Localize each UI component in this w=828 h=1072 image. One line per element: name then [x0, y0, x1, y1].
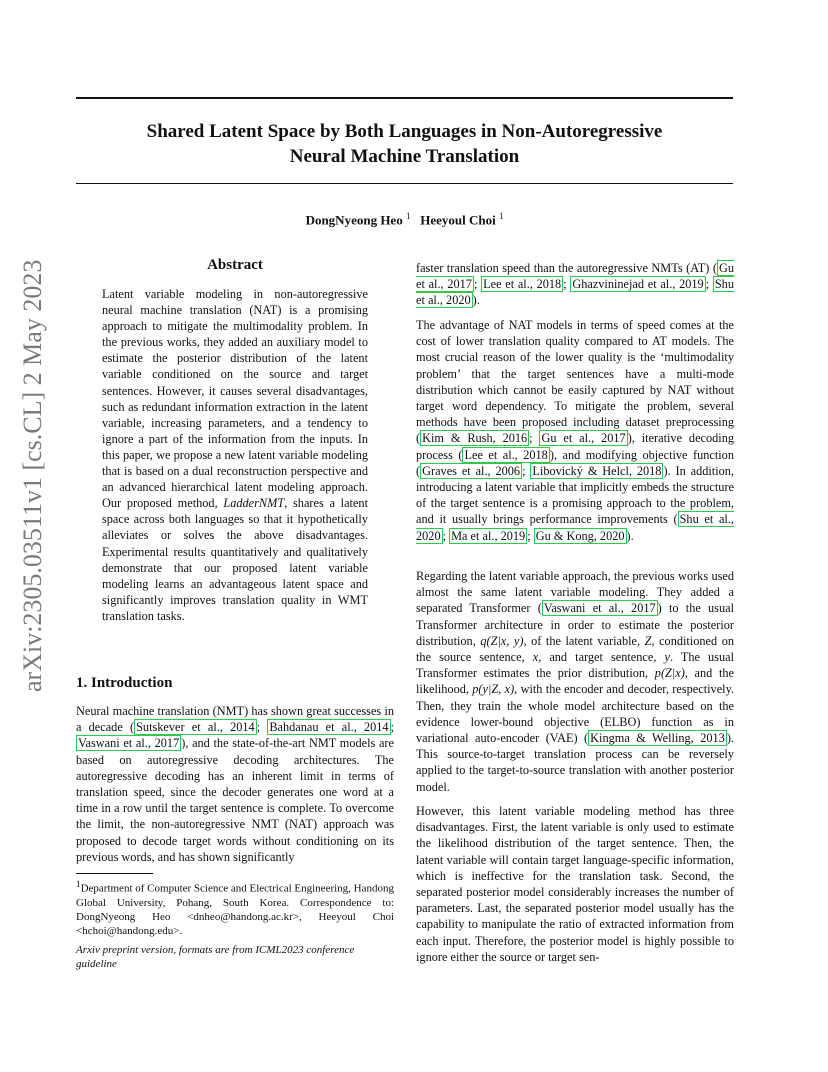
citation-link[interactable]: Sutskever et al., 2014	[136, 720, 255, 735]
author-name: DongNyeong Heo	[305, 212, 403, 228]
citation-link[interactable]: Lee et al., 2018	[483, 277, 562, 292]
title-line-2: Neural Machine Translation	[289, 146, 520, 167]
citation-link[interactable]: Libovický & Helcl, 2018	[532, 463, 662, 478]
math-expression: p(Z|x)	[654, 666, 685, 681]
author-list	[76, 211, 733, 228]
citation-link[interactable]: Shu et al., 2020	[416, 277, 734, 308]
footnote: $^1$Department of Computer Science and Electrical Engineering, Handong Global University, Pohang, South Korea. Correspondence to: DongNyeong Heo <dnheo@handong.ac.kr>, Heeyoul Choi <hchoi@handong.edu>.	[76, 879, 394, 937]
citation-link[interactable]: Kim & Rush, 2016	[422, 431, 528, 446]
citation-link[interactable]: Gu et al., 2017	[416, 261, 734, 292]
intro-paragraph: Neural machine translation (NMT) has shown great successes in a decade ( Sutskever et al., 2014 ; Bahdanau et al., 2014 ; Vaswani et al., 2017 ), and the state-of-the-art NMT models are based on autoregressive decoding architectures. The autoregressive decoding has an inherent limit in terms of translation speed, since the decoder generates one word at a time in a row until the target sentence is complete. To overcome the limit, the non-autoregressive NMT (NAT) approach was proposed to decode target words without conditioning on its previous words, and has shown significantly	[76, 704, 394, 864]
author-name: Heeyoul Choi	[420, 212, 496, 228]
citation-link[interactable]: Ma et al., 2019	[451, 528, 526, 543]
citation-link[interactable]: Gu & Kong, 2020	[535, 528, 625, 543]
body-paragraph: The advantage of NAT models in terms of speed comes at the cost of lower translation quality compared to AT models. The most crucial reason of the lower quality is the ‘multimodality problem’ that the target sentences have a multi-mode distribution which cannot be easily captured by NAT without target word dependency. To mitigate the problem, several methods have been proposed including dataset preprocessing ( Kim & Rush, 2016 ; Gu et al., 2017 ), iterative decoding process ( Lee et al., 2018 ), and modifying objective function ( Graves et al., 2006 ; Libovický & Helcl, 2018 ). In addition, introducing a latent variable that implicitly embeds the structure of the target sentence is a promising approach to the problem, and it usually brings performance improvements ( Shu et al., 2020 ; Ma et al., 2019 ; Gu & Kong, 2020 ).	[416, 318, 735, 543]
citation-link[interactable]: Bahdanau et al., 2014	[269, 720, 389, 735]
section-heading: 1. Introduction	[76, 675, 173, 691]
affiliation-mark: 1	[405, 211, 411, 221]
affiliation-mark: 1	[498, 211, 504, 221]
math-expression: y	[664, 650, 670, 665]
citation-link[interactable]: Gu et al., 2017	[541, 431, 626, 446]
body-paragraph: Regarding the latent variable approach, the previous works used almost the same latent variable modeling. They added a separated Transformer ( Vaswani et al., 2017 ) to the usual Transformer architecture in order to estimate the posterior distribution, q(Z|x, y), of the latent variable, Z, conditioned on the source sentence, x, and target sentence, y. The usual Transformer estimates the prior distribution, p(Z|x), and the likelihood, p(y|Z, x), with the encoder and decoder, respectively. Then, they train the whole model architecture based on the evidence lower-bound objective (ELBO) function as in variational auto-encoder (VAE) ( Kingma & Welling, 2013 ). This source-to-target translation process can be reversely applied to the target-to-source translation with another posterior model.	[416, 569, 735, 794]
title-bottom-rule	[76, 183, 733, 184]
arxiv-identifier: arXiv:2305.03511v1 [cs.CL] 2 May 2023	[18, 259, 47, 692]
math-expression: Z	[644, 633, 652, 648]
math-expression: q(Z|x, y)	[480, 633, 524, 648]
title-top-rule	[76, 97, 733, 99]
body-paragraph: faster translation speed than the autoregressive NMTs (AT) ( Gu et al., 2017 ; Lee et al., 2018 ; Ghazvininejad et al., 2019 ; Shu et al., 2020 ).	[416, 261, 734, 308]
footnote-rule	[76, 873, 153, 874]
citation-link[interactable]: Ghazvininejad et al., 2019	[572, 277, 704, 292]
citation-link[interactable]: Kingma & Welling, 2013	[590, 731, 725, 746]
method-name: LadderNMT	[223, 496, 285, 511]
citation-link[interactable]: Vaswani et al., 2017	[543, 601, 656, 616]
preprint-note: Arxiv preprint version, formats are from ICML2023 conference guideline	[76, 944, 355, 970]
abstract-text: Latent variable modeling in non-autoregressive neural machine translation (NAT) is a promising approach to mitigate the multimodality problem. In the previous works, they added an auxiliary model to estimate the posterior distribution of the latent variable conditioned on the source and target sentences. However, it causes several disadvantages, such as redundant information extraction in the latent variable, increasing parameters, and a tendency to ignore a part of the information from the inputs. In this paper, we propose a new latent variable modeling that is based on a dual reconstruction perspective and an advanced hierarchical latent modeling approach. Our proposed method, LadderNMT, shares a latent space across both languages so that it hypothetically alleviates or solves the above disadvantages. Experimental results quantitatively and qualitatively demonstrate that our proposed latent variable modeling learns an advantageous latent space and significantly improves translation quality in WMT translation tasks.	[102, 287, 368, 623]
math-expression: p(y|Z, x)	[472, 682, 515, 697]
title-line-1: Shared Latent Space by Both Languages in Non-Autoregressive	[146, 121, 663, 142]
citation-link[interactable]: Vaswani et al., 2017	[78, 736, 180, 751]
paper-title	[76, 119, 733, 169]
math-expression: x	[532, 650, 539, 665]
citation-link[interactable]: Shu et al., 2020	[416, 512, 734, 543]
footnote-mark: 1	[76, 879, 81, 889]
citation-link[interactable]: Lee et al., 2018	[464, 447, 548, 462]
citation-link[interactable]: Graves et al., 2006	[422, 463, 521, 478]
body-paragraph: However, this latent variable modeling method has three disadvantages. First, the latent variable is only used to estimate the likelihood distribution of the target sentence. Then, the latent variable will contain target language-specific information, which is ineffective for the translation task. Second, the separated posterior model considerably increases the number of parameters. Last, the separated posterior model usually has the capability to manipulate the ratio of extracted information from each input. Therefore, the posterior model is highly possible to ignore either the source or target sen-	[416, 804, 734, 964]
abstract-heading: Abstract	[207, 257, 263, 273]
